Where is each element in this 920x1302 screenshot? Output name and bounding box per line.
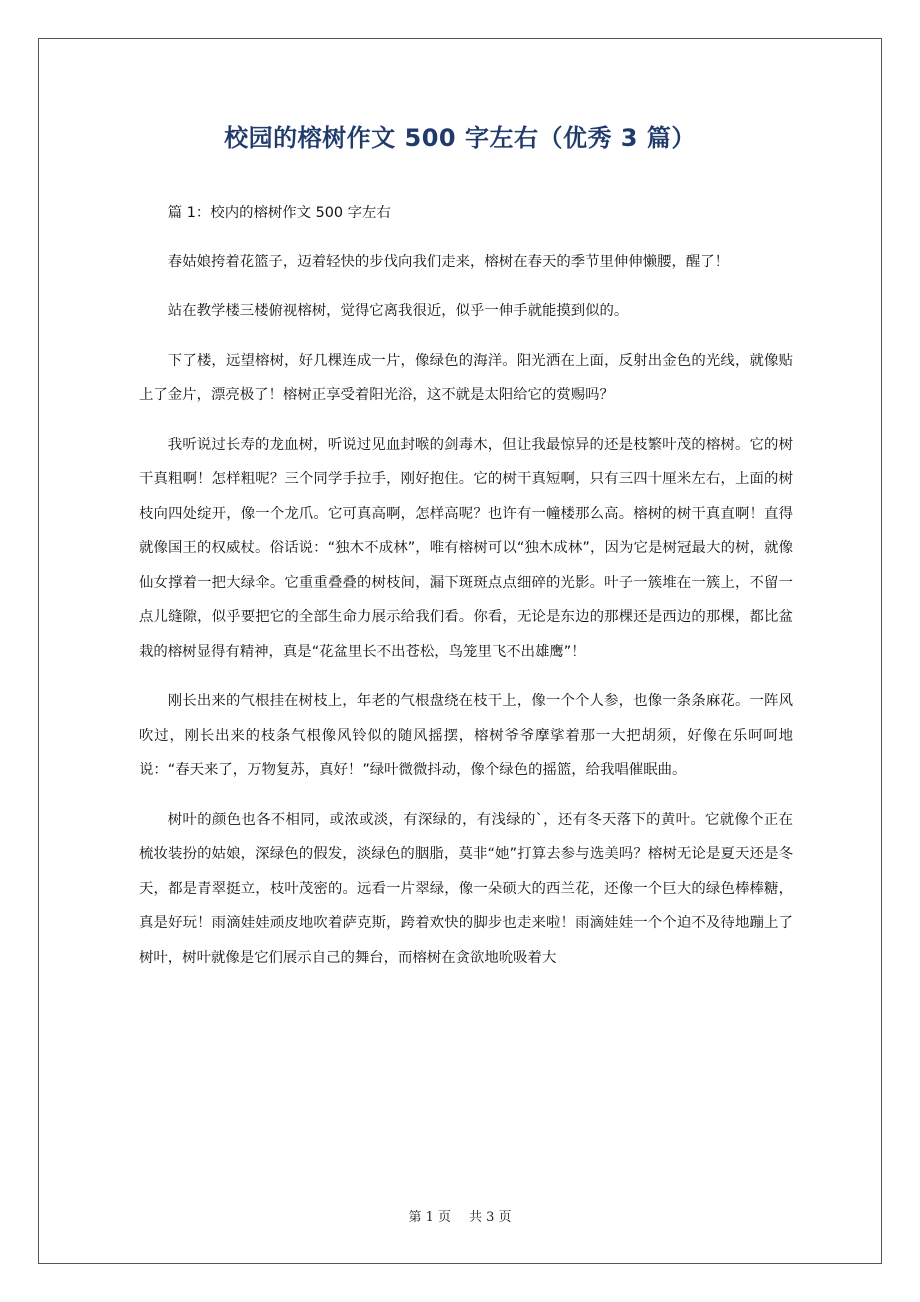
page-footer bbox=[0, 1206, 920, 1225]
page-total: 共 3 页 bbox=[469, 1210, 512, 1225]
page-number: 第 1 页 bbox=[408, 1210, 451, 1225]
document-body bbox=[139, 196, 793, 990]
paragraph-1: 春姑娘挎着花篮子，迈着轻快的步伐向我们走来，榕树在春天的季节里伸伸懒腰，醒了！ bbox=[167, 253, 730, 270]
section-heading: 篇 1：校内的榕树作文 500 字左右 bbox=[167, 205, 391, 221]
paragraph-6: 树叶的颜色也各不相同，或浓或淡，有深绿的，有浅绿的`，还有冬天落下的黄叶。它就像个正在梳妆装扮的姑娘，深绿色的假发，淡绿色的胭脂，莫非“她”打算去参与选美吗？榕树无论是夏天还是冬天，都是青翠挺立，枝叶茂密的。远看一片翠绿，像一朵硕大的西兰花，还像一个巨大的绿色棒棒糖，真是好玩！雨滴娃娃顽皮地吹着萨克斯，跨着欢快的脚步也走来啦！雨滴娃娃一个个迫不及待地蹦上了树叶，树叶就像是它们展示自己的舞台，而榕树在贪欲地吮吸着大 bbox=[139, 811, 793, 966]
document-title: 校园的榕树作文 500 字左右（优秀 3 篇） bbox=[224, 124, 696, 152]
paragraph-4: 我听说过长寿的龙血树，听说过见血封喉的剑毒木，但让我最惊异的还是枝繁叶茂的榕树。它的树干真粗啊！怎样粗呢？三个同学手拉手，刚好抱住。它的树干真短啊，只有三四十厘米左右，上面的树枝向四处绽开，像一个龙爪。它可真高啊，怎样高呢？也许有一幢楼那么高。榕树的树干真直啊！直得就像国王的权威杖。俗话说：“独木不成林”，唯有榕树可以“独木成林”，因为它是树冠最大的树，就像仙女撑着一把大绿伞。它重重叠叠的树枝间，漏下斑斑点点细碎的光影。叶子一簇堆在一簇上，不留一点儿缝隙，似乎要把它的全部生命力展示给我们看。你看，无论是东边的那棵还是西边的那棵，都比盆栽的榕树显得有精神，真是“花盆里长不出苍松，鸟笼里飞不出雄鹰”！ bbox=[139, 436, 793, 660]
paragraph-2: 站在教学楼三楼俯视榕树，觉得它离我很近，似乎一伸手就能摸到似的。 bbox=[167, 303, 629, 319]
paragraph-5: 刚长出来的气根挂在树枝上，年老的气根盘绕在枝干上，像一个个人参，也像一条条麻花。一阵风吹过，刚长出来的枝条气根像风铃似的随风摇摆，榕树爷爷摩挲着那一大把胡须，好像在乐呵呵地说：“春天来了，万物复苏，真好！”绿叶微微抖动，像个绿色的摇篮，给我唱催眠曲。 bbox=[139, 693, 793, 778]
paragraph-3: 下了楼，远望榕树，好几棵连成一片，像绿色的海洋。阳光洒在上面，反射出金色的光线，就像贴上了金片，漂亮极了！榕树正享受着阳光浴，这不就是太阳给它的赏赐吗？ bbox=[139, 352, 793, 403]
